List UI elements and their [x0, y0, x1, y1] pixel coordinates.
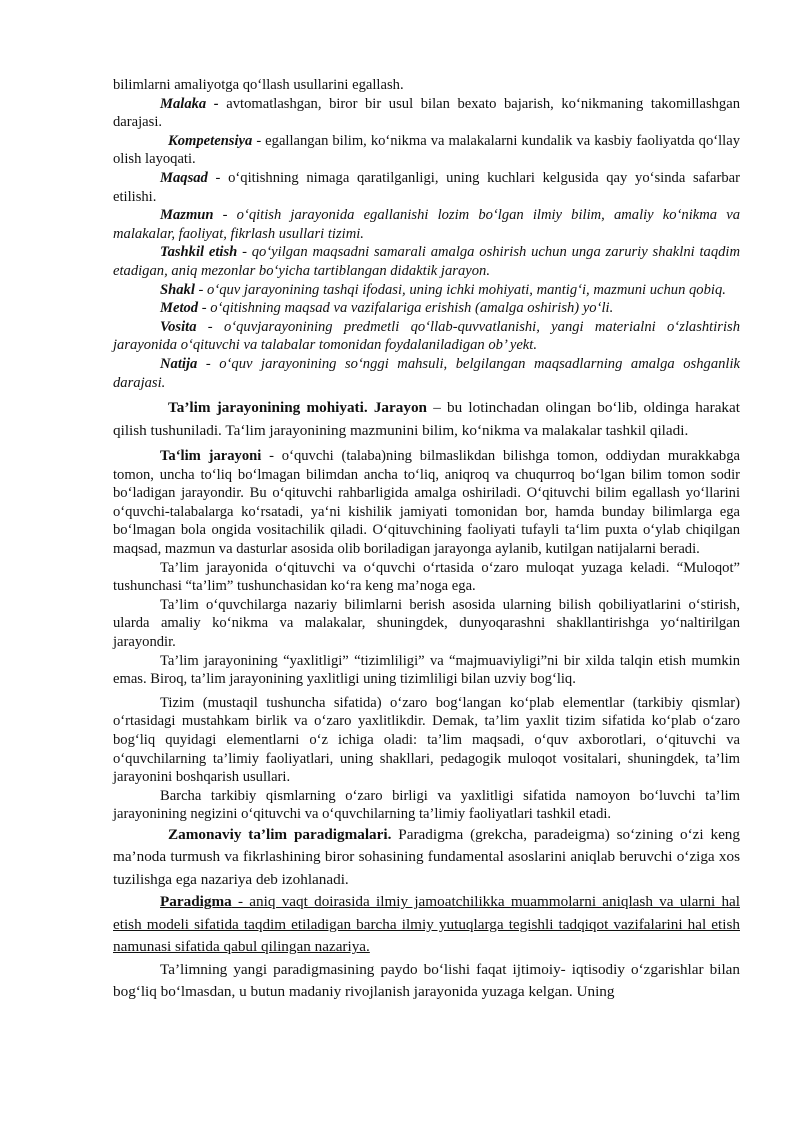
term: Natija: [160, 355, 198, 372]
term: Malaka -: [160, 95, 227, 112]
definition-text: - o‘quv jarayonining tashqi ifodasi, uning ichki mohiyati, mantig‘i, mazmuni uchun qobiq.: [194, 281, 726, 298]
definition-maqsad: [113, 169, 740, 206]
paragraph-yangi-paradigma: Ta’limning yangi paradigmasining paydo bo‘lishi faqat ijtimoiy- iqtisodiy o‘zgarishlar bilan bog‘liq bo‘lmasdan, u butun madaniy rivojlanish jarayonida yuzaga kelgan. Uning: [113, 960, 740, 1001]
section-text: - o‘quvchi (talaba)ning bilmaslikdan bilishga tomon, oddiydan murakkabga tomon, uncha to‘liq bo‘lmagan bilimdan ancha to‘liq, aniqroq va chuqurroq bo‘lgan bilim tomon sodir bo‘ladigan jarayondir. Bu o‘qituvchi rahbarligida amalga oshiriladi. O‘qituvchi bilim egallash yo‘llarini o‘quvchi-talabalarga ko‘rsatadi, ya‘ni kishilik jamiyati tomonidan bor, hamda bunday bilimlarga ega bo‘lmagan bola ongida vositachilik qiladi. O‘qituvchining faoliyati tufayli ta‘lim puxta o‘ylab chiqilgan maqsad, mazmun va dasturlar asosida olib boriladigan jarayonga aylanib, kutilgan natijalarni beradi.: [113, 448, 740, 558]
term: Shakl: [160, 281, 195, 298]
paragraph-talim-nazariy: Ta’lim o‘quvchilarga nazariy bilimlarni berish asosida ularning bilish qobiliyatlarini o‘stirish, ularda amaliy ko‘nikma va malakalar, shuningdek, dunyoqarashni shakllantirishga yo‘naltirilgan jarayondir.: [113, 596, 740, 651]
section-heading: Ta’lim jarayonining mohiyati. Jarayon: [168, 399, 427, 417]
definition-text: - o‘quvjarayonining predmetli qo‘llab-quvvatlanishi, yangi materialni o‘zlashtirish jarayonida o‘qituvchi va talabalar tomonidan foydalaniladigan ob’ yekt.: [113, 318, 740, 354]
definition-text: - qo‘yilgan maqsadni samarali amalga oshirish uchun unga zaruriy shaklni taqdim etadigan, aniq mezonlar bo‘yicha tartiblangan didaktik jarayon.: [113, 244, 741, 279]
term: Paradigma: [160, 893, 232, 911]
definition-tashkil-etish: [113, 243, 740, 280]
term: Metod: [160, 300, 199, 317]
section-talim-mohiyati: [113, 397, 740, 442]
definition-text: - o‘quv jarayonining so‘nggi mahsuli, belgilangan maqsadlarning amalga oshganlik darajasi.: [113, 355, 740, 391]
definition-text: - o‘qitishning maqsad va vazifalariga erishish (amalga oshirish) yo‘li.: [198, 300, 614, 317]
definition-shakl: [113, 281, 740, 300]
paragraph-yaxlitlik: Ta’lim jarayonining “yaxlitligi” “tizimliligi” va “majmuaviyligi”ni bir xilda talqin etish mumkin emas. Biroq, ta’lim jarayonining yaxlitligi uning tizimliligi bilan uzviy bog‘liq.: [113, 652, 740, 688]
term: Mazmun: [160, 207, 214, 224]
section-heading: Ta‘lim jarayoni: [160, 448, 262, 465]
section-text: – bu lotinchadan olingan bo‘lib, oldinga harakat qilish tushuniladi. Ta‘lim jarayonining mazmunini bilim, ko‘nikma va malakalar tashkil qiladi.: [113, 399, 740, 439]
paragraph-muloqot: Ta’lim jarayonida o‘qituvchi va o‘quvchi o‘rtasida o‘zaro muloqat yuzaga keladi. “Muloqot” tushunchasi “ta’lim” tushunchasidan ko‘ra keng ma’noga ega.: [113, 559, 740, 595]
definition-text: - aniq vaqt doirasida ilmiy jamoatchilikka muammolarni aniqlash va ularni hal etish modeli sifatida taqdim etiladigan barcha ilmiy yutuqlarga tegishli tadqiqot vazifalarini hal etish namunasi sifatida qabul qilingan nazariya.: [113, 893, 740, 956]
definition-paradigma: [113, 891, 740, 959]
definition-text: - o‘qitishning nimaga qaratilganligi, uning kuchlari kelgusida qay yo‘sinda safarbar etilishi.: [113, 169, 740, 205]
definition-vosita: [113, 318, 740, 355]
definition-metod: [113, 299, 740, 318]
term: Maqsad: [160, 169, 208, 186]
term: Vosita: [160, 318, 197, 335]
definition-mazmun: [113, 206, 740, 243]
paragraph-tizim: Tizim (mustaqil tushuncha sifatida) o‘zaro bog‘langan ko‘plab elementlar (tarkibiy qismlar) o‘rtasidagi mustahkam birlik va o‘zaro yaxlitlikdir. Demak, ta’lim yaxlit tizim sifatida ko‘plab o‘zaro bog‘liq quyidagi elementlarni o‘z ichiga oladi: ta’lim maqsadi, o‘quv axborotlari, o‘qituvchi va o‘quvchilarning ta’limiy faoliyatlari, uning shakllari, pedagogik muloqot vositalari, shuningdek, ta’lim jarayonini boshqarish usullari.: [113, 694, 740, 786]
section-text: Paradigma (grekcha, paradeigma) so‘zining o‘zi keng ma’noda turmush va fikrlashining biror sohasining fundamental asoslarini aniqlab beruvchi o‘ziga xos tuzilishga ega nazariya deb izohlanadi.: [113, 825, 740, 888]
definition-text: avtomatlashgan, biror bir usul bilan bexato bajarish, ko‘nikmaning takomillashgan darajasi.: [113, 95, 740, 131]
definition-text: - o‘qitish jarayonida egallanishi lozim bo‘lgan ilmiy bilim, amaliy ko‘nikma va malakalar, faoliyat, fikrlash usullari tizimi.: [113, 207, 740, 242]
term: Tashkil etish: [160, 244, 238, 261]
section-heading: Zamonaviy ta’lim paradigmalari.: [168, 825, 392, 843]
paragraph-talim-jarayoni: [113, 447, 740, 559]
definition-malaka: [113, 95, 740, 132]
paragraph-tarkibiy-qismlar: Barcha tarkibiy qismlarning o‘zaro birligi va yaxlitligi sifatida namoyon bo‘luvchi ta’lim jarayonining negizini o‘qituvchi va o‘quvchilarning ta’limiy faoliyatlari tashkil etadi.: [113, 787, 740, 823]
section-paradigmalar: [113, 824, 740, 892]
term: Kompetensiya: [168, 132, 253, 149]
definition-natija: [113, 355, 740, 392]
paragraph-continuation: bilimlarni amaliyotga qo‘llash usullarini egallash.: [113, 77, 404, 93]
definition-text: - egallangan bilim, ko‘nikma va malakalarni kundalik va kasbiy faoliyatda qo‘llay olish layoqati.: [113, 132, 740, 168]
definition-kompetensiya: [113, 132, 740, 169]
